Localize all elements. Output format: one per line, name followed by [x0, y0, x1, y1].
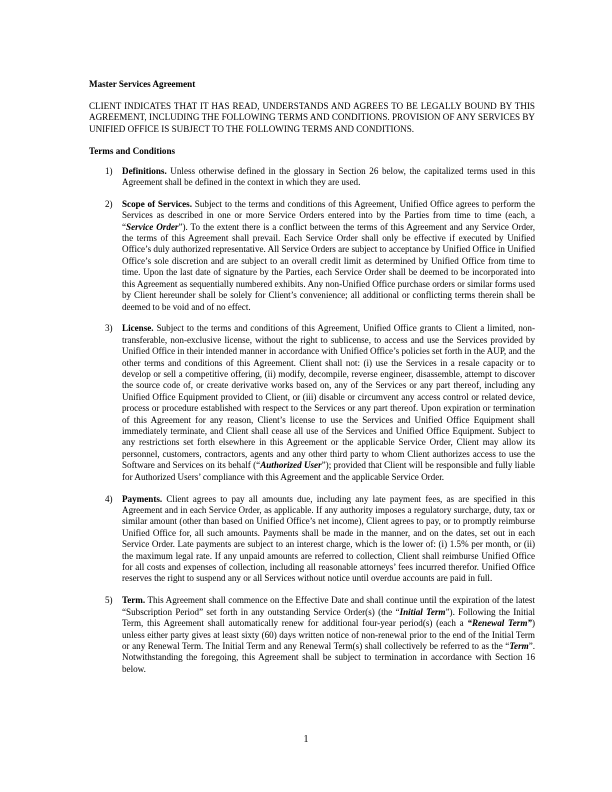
clause-number: 4) — [105, 493, 113, 504]
clause-payments — [89, 494, 535, 585]
clause-scope-of-services — [89, 199, 535, 313]
clause-number: 5) — [105, 595, 113, 606]
clause-heading: Payments. — [122, 493, 163, 504]
defined-term: Initial Term — [399, 606, 446, 617]
clause-heading: Definitions. — [122, 165, 167, 176]
clause-heading: Scope of Services. — [122, 198, 192, 209]
section-heading: Terms and Conditions — [89, 145, 176, 156]
defined-term: “Renewal Term” — [467, 618, 532, 629]
clause-term — [89, 595, 535, 675]
clause-text: ”. Notwithstanding the foregoing, this Agreement shall be subject to termination in accordance with Section 16 below. — [122, 640, 535, 674]
defined-term: Service Order — [126, 221, 179, 232]
clause-number: 2) — [105, 198, 113, 209]
clause-text: ) unless either party gives at least sixty (60) days written notice of non-renewal prior to the end of the Initial Term or any Renewal Term. The Initial Term and any Renewal Term(s) shall collectively be referred to as the “ — [122, 618, 535, 651]
document-title: Master Services Agreement — [89, 79, 196, 89]
defined-term: Authorized User — [260, 460, 322, 471]
clause-text: ”). Following the Initial Term, this Agreement shall automatically renew for additional four-year period(s) (each a — [122, 606, 535, 629]
clause-list — [89, 166, 535, 676]
clause-heading: License. — [122, 323, 154, 334]
intro-paragraph: CLIENT INDICATES THAT IT HAS READ, UNDERSTANDS AND AGREES TO BE LEGALLY BOUND BY THIS AGREEMENT, INCLUDING THE FOLLOWING TERMS AND CONDITIONS. PROVISION OF ANY SERVICES BY UNIFIED OFFICE IS SUBJECT TO THE FOLLOWING TERMS AND CONDITIONS. — [89, 100, 535, 134]
clause-text: Client agrees to pay all amounts due, including any late payment fees, as are specified in this Agreement and in each Service Order, as applicable. If any authority imposes a regulatory surcharge, duty, tax or similar amount (other than based on Unified Office’s net income), Client agrees to pay, or to promptly reimburse Unified Office for, all such amounts. Payments shall be made in the manner, and on the dates, set out in each Service Order. Late payments are subject to an interest charge, which is the lower of: (i) 1.5% per month, or (ii) the maximum legal rate. If any unpaid amounts are referred to collection, Client shall reimburse Unified Office for all costs and expenses of collection, including all reasonable attorneys’ fees incurred therefor. Unified Office reserves the right to suspend any or all Services without notice until overdue accounts are paid in full. — [122, 493, 535, 584]
clause-license — [89, 323, 535, 483]
clause-number: 3) — [105, 323, 113, 334]
clause-heading: Term. — [122, 595, 146, 606]
defined-term: Term — [509, 640, 529, 651]
clause-text: ”). To the extent there is a conflict between the terms of this Agreement and any Service Order, the terms of this Agreement shall prevail. Each Service Order shall only be effective if executed by Unified Office’s duly authorized representative. All Service Orders are subject to acceptance by Unified Office in Unified Office’s sole discretion and are subject to an overall credit limit as determined by Unified Office from time to time. Upon the last date of signature by the Parties, each Service Order shall be deemed to be incorporated into this Agreement as sequentially numbered exhibits. Any non-Unified Office purchase orders or similar forms used by Client hereunder shall be solely for Client’s convenience; all additional or conflicting terms therein shall be deemed to be void and of no effect. — [122, 221, 535, 312]
clause-definitions — [89, 166, 535, 189]
page-number: 1 — [303, 734, 309, 745]
clause-text: Subject to the terms and conditions of this Agreement, Unified Office agrees to perform the Services as described in one or more Service Orders entered into by the Parties from time to time (each, a “ — [122, 198, 536, 232]
clause-number: 1) — [105, 165, 113, 176]
clause-text: ”); provided that Client will be responsible and fully liable for Authorized Users’ compliance with this Agreement and the applicable Service Order. — [122, 460, 535, 482]
clause-text: Unless otherwise defined in the glossary in Section 26 below, the capitalized terms used in this Agreement shall be defined in the context in which they are used. — [122, 165, 535, 187]
clause-text: This Agreement shall commence on the Effective Date and shall continue until the expiration of the latest “Subscription Period” set forth in any outstanding Service Order(s) (the “ — [122, 595, 535, 617]
clause-text: Subject to the terms and conditions of this Agreement, Unified Office grants to Client a limited, non-transferable, non-exclusive license, without the right to sublicense, to access and use the Services provided by Unified Office in their intended manner in accordance with Unified Office’s policies set forth in the AUP, and the other terms and conditions of this Agreement. Client shall not: (i) use the Services in a resale capacity or to develop or sell a competitive offering, (ii) modify, decompile, reverse engineer, disassemble, attempt to discover the source code of, or create derivative works based on, any of the Services or any part thereof, including any Unified Office Equipment provided to Client, or (iii) disable or circumvent any access control or related device, process or procedure established with respect to the Services or any part thereof. Upon expiration or termination of this Agreement for any reason, Client’s license to use the Services and Unified Office Equipment shall immediately terminate, and Client shall cease all use of the Services and Unified Office Equipment. Subject to any restrictions set forth elsewhere in this Agreement or the applicable Service Order, Client may allow its personnel, customers, contractors, agents and any other third party to whom Client authorizes access to use the Software and Services on its behalf (“ — [122, 323, 535, 471]
document-page — [89, 79, 535, 686]
